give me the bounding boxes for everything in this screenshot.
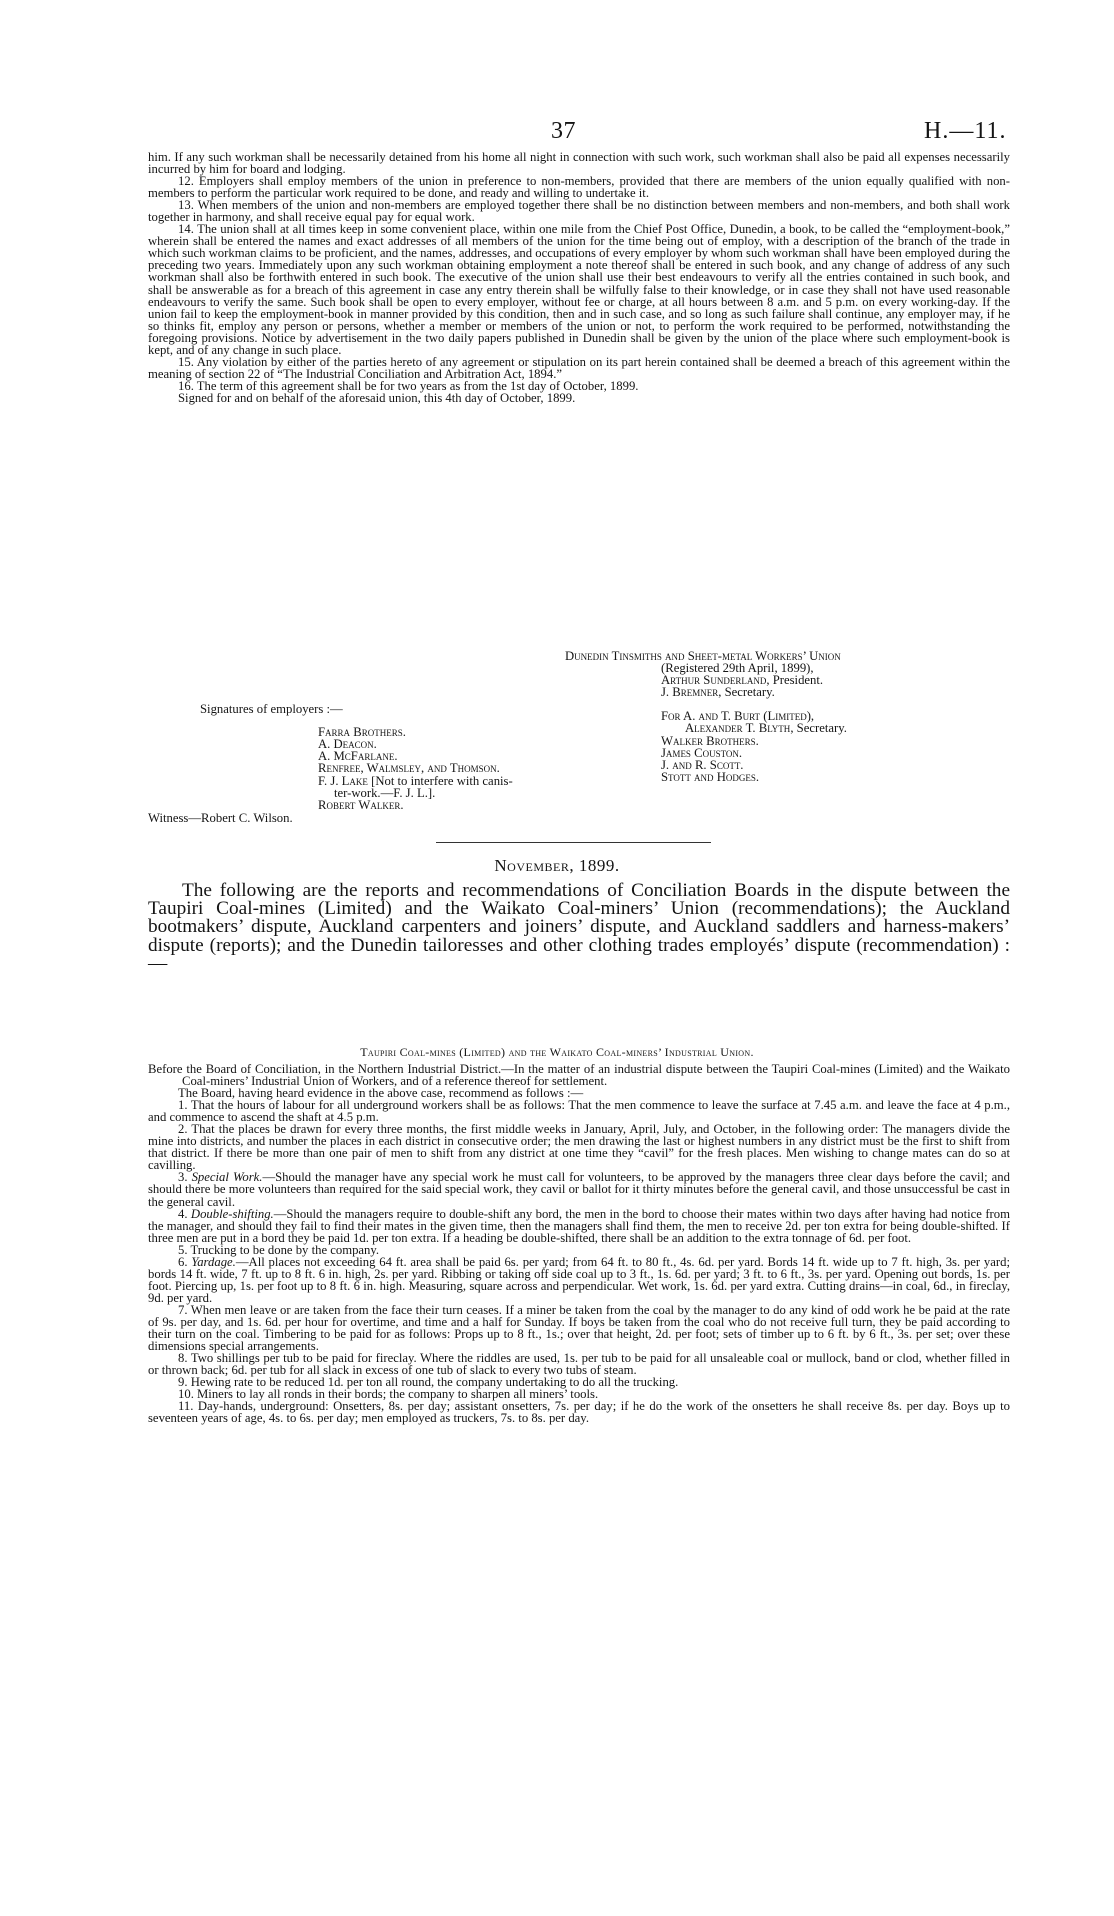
employer-item: Renfree, Walmsley, and Thomson. — [318, 761, 500, 776]
r4-title: Double-shifting. — [190, 1206, 274, 1221]
recommendation-6 — [148, 1256, 1010, 1304]
burt-signer-title: , Secretary. — [790, 721, 847, 736]
recommendations — [148, 1063, 1010, 1424]
recommendation-3 — [148, 1171, 1010, 1207]
signatory-stott-and-hodges: Stott and Hodges. — [661, 769, 760, 784]
r6-text: —All places not exceeding 64 ft. area shall be paid 6s. per yard; from 64 ft. to 80 ft., 4s. 6d. per yard. Bords 14 ft. wide up to 7 ft. high, 3s. per yard; bords 14 ft. wide, 7 ft. up to 8 ft. 6 in. high, 2s. per yard. Ribbing or taking off side coal up to 3 ft., 1s. 6d. per yard; 3 ft. to 6 ft., 3s. per yard. Opening out bords, 1s. per foot. Piercing up, 1s. per foot up to 8 ft. 6 in. high. Measuring, square across and perpendicular. Wet work, 1s. 6d. per yard extra. Cutting drains—in coal, 6d., in fireclay, 9d. per yard. — [148, 1254, 1011, 1305]
before-board: Before the Board of Conciliation, in the Northern Industrial District.—In the matter of an industrial dispute between the Taupiri Coal-mines (Limited) and the Waikato Coal-miners’ Industrial Union of Workers, and of a reference thereof for settlement. — [148, 1062, 1010, 1089]
union-registered: (Registered 29th April, 1899), — [661, 661, 814, 676]
lake-note-continued: ter-work.—F. J. L.]. — [334, 785, 436, 800]
recommendation-4 — [148, 1208, 1010, 1244]
recommendation-11: 11. Day-hands, underground: Onsetters, 8s. per day; assistant onsetters, 7s. per day; if he do the work of the onsetters he shall receive 8s. per day. Boys up to seventeen years of age, 4s. to 6s. per day; men employed as truckers, 7s. to 8s. per day. — [148, 1399, 1010, 1426]
signatory-j-and-r-scott: J. and R. Scott. — [661, 757, 744, 772]
union-president — [565, 674, 1025, 686]
document-reference: H.—11. — [924, 118, 1007, 144]
lake-note: [Not to interfere with canis- — [367, 773, 513, 788]
recommendation-2: 2. That the places be drawn for every three months, the first middle weeks in January, April, July, and October, in the following order: The managers divide the mine into districts, and number the places in each district in consecutive order; the men drawing the last or highest numbers in any district must be the first to shift from that district. If there be more than one pair of men to shift from any district at one time they “cavil” for the fresh places. Men wishing to change mates can do so at cavilling. — [148, 1122, 1010, 1173]
employer-item: A. McFarlane. — [318, 749, 398, 764]
r3-text: —Should the manager have any special work he must call for volunteers, to be approved by the managers three clear days before the cavil; and should there be more volunteers than required for the said special work, they cavil or ballot for it thirty minutes before the general cavil, and those unsuccessful be cast in the general cavil. — [148, 1170, 1010, 1209]
lake-name: F. J. Lake — [318, 773, 368, 788]
signed-statement: Signed for and on behalf of the aforesaid union, this 4th day of October, 1899. — [178, 390, 576, 405]
secretary-title: , Secretary. — [718, 685, 775, 700]
r4-number: 4. — [178, 1206, 191, 1221]
employer-robert-walker: Robert Walker. — [318, 797, 404, 812]
clause-16: 16. The term of this agreement shall be for two years as from the 1st day of October, 1899. — [178, 378, 639, 393]
union-secretary — [565, 686, 1025, 698]
employer-item: A. Deacon. — [318, 737, 377, 752]
burt-signer-name: Alexander T. Blyth — [685, 721, 791, 736]
recommendation-5: 5. Trucking to be done by the company. — [178, 1242, 380, 1257]
recommendation-7: 7. When men leave or are taken from the face their turn ceases. If a miner be taken from the coal by the manager to do any kind of odd work he be paid at the rate of 9s. per day, and 1s. 6d. per hour for overtime, and time and a half for Sunday. If boys be taken from the coal who do not receive full turn, they be paid according to their turn on the coal. Timbering to be paid for as follows: Props up to 8 ft., 1s.; over that height, 2d. per foot; sets of timber up to 6 ft. by 6 ft., 3s. per set; over these dimensions special arrangements. — [148, 1302, 1010, 1354]
agreement-clauses — [148, 151, 1010, 404]
intro-paragraph: The following are the reports and recommendations of Conciliation Boards in the dispute between the Taupiri Coal-mines (Limited) and the Waikato Coal-miners’ Union (recommendations); the Auckland bootmakers’ dispute, Auckland carpenters and joiners’ dispute, and Auckland saddlers and harness-makers’ dispute (reports); and the Dunedin tailoresses and other clothing trades employés’ dispute (recommendation) :— — [148, 880, 1010, 974]
page-number: 37 — [551, 118, 576, 144]
employer-lake — [318, 775, 663, 787]
recommendation-8: 8. Two shillings per tub to be paid for fireclay. Where the riddles are used, 1s. per tub to be paid for all unsaleable coal or mullock, band or clod, whether filled in or thrown back; 6d. per tub for all slack in excess of one tub of slack to every two tubs of steam. — [148, 1351, 1010, 1378]
intro-paragraph-block — [148, 882, 1010, 973]
clause-14: 14. The union shall at all times keep in some convenient place, within one mile from the Chief Post Office, Dunedin, a book, to be called the “employment-book,” wherein shall be entered the names and exact addresses of all members of the union for the time being out of employ, with a description of the branch of the trade in which such workman claims to be proficient, and the names, addresses, and occupations of every employer by whom such workman shall have been employed during the preceding two years. Immediately upon any such workman obtaining employment a note thereof shall be entered in such book, and any change of address of any such workman shall also be forthwith entered in such book. The executive of the union shall use their best endeavours to verify all the entries contained in such book, and shall be answerable as for a breach of this agreement in case any entry therein shall be wilfully false to their knowledge, or in case they shall not have used reasonable endeavours to verify the same. Such book shall be open to every employer, without fee or charge, at all hours between 8 a.m. and 5 p.m. on every working-day. If the union fail to keep the employment-book in manner provided by this condition, then and in such case, and so long as such failure shall continue, any employer may, if he so thinks fit, employ any person or persons, whether a member or members of the union or not, to perform the work required to be performed, notwithstanding the foregoing provisions. Notice by advertisement in the two daily papers published in Dunedin shall be given by the union of the place where such employment-book is kept, and of any change in such place. — [148, 222, 1010, 357]
r3-title: Special Work. — [191, 1170, 263, 1185]
recommendation-10: 10. Miners to lay all ronds in their bords; the company to sharpen all miners’ tools. — [178, 1387, 599, 1402]
signatory-james-couston: James Couston. — [661, 745, 743, 760]
r4-text: —Should the managers require to double-shift any bord, the men in the bord to choose their mates within two days after having had notice from the manager, and should they fail to find their mates in the given time, then the managers shall find them, the men to receive 2d. per ton extra for being double-shifted. If three men are put in a bord they be paid 1d. per ton extra. If a heading be double-shifted, there shall be an addition to the extra tonnage of 6d. per foot. — [148, 1206, 1010, 1245]
president-title: , President. — [766, 673, 824, 688]
clause-15: 15. Any violation by either of the parties hereto of any agreement or stipulation on its part herein contained shall be deemed a breach of this agreement within the meaning of section 22 of “The Industrial Conciliation and Arbitration Act, 1894.” — [148, 354, 1010, 381]
witness-line: Witness—Robert C. Wilson. — [148, 811, 293, 825]
recommendation-9: 9. Hewing rate to be reduced 1d. per ton all round, the company undertaking to do all the trucking. — [178, 1375, 679, 1390]
signatory-walker-brothers: Walker Brothers. — [661, 733, 759, 748]
clause-13: 13. When members of the union and non-members are employed together there shall be no distinction between members and non-members, and both shall work together in harmony, and shall receive equal pay for equal work. — [148, 198, 1010, 225]
union-name: Dunedin Tinsmiths and Sheet-metal Workers’ Union — [565, 649, 841, 663]
clause-continuation: him. If any such workman shall be necessarily detained from his home all night in connection with such work, such workman shall also be paid all expenses necessarily incurred by him for board and lodging. — [148, 150, 1010, 177]
date-heading: November, 1899. — [494, 856, 620, 875]
section-heading: Taupiri Coal-mines (Limited) and the Waikato Coal-miners’ Industrial Union. — [360, 1045, 754, 1059]
r6-title: Yardage. — [191, 1254, 236, 1269]
section-divider — [436, 842, 711, 843]
employers-list — [318, 726, 663, 811]
employers-label: Signatures of employers :— — [200, 702, 343, 716]
president-name: Arthur Sunderland — [661, 673, 767, 688]
board-recommends: The Board, having heard evidence in the above case, recommend as follows :— — [178, 1086, 584, 1101]
secretary-name: J. Bremner — [661, 685, 719, 700]
recommendation-1: 1. That the hours of labour for all underground workers shall be as follows: That the men commence to leave the surface at 7.45 a.m. and leave the face at 4 p.m., and commence to ascend the shaft at 4.5 p.m. — [148, 1098, 1010, 1125]
clause-12: 12. Employers shall employ members of the union in preference to non-members, provided that there are members of the union equally qualified with non-members to perform the particular work required to be done, and ready and willing to undertake it. — [148, 174, 1010, 201]
burt-for: For A. and T. Burt (Limited), — [661, 709, 815, 724]
employer-item: Farra Brothers. — [318, 725, 406, 739]
r6-number: 6. — [178, 1254, 192, 1269]
r3-number: 3. — [178, 1170, 192, 1185]
